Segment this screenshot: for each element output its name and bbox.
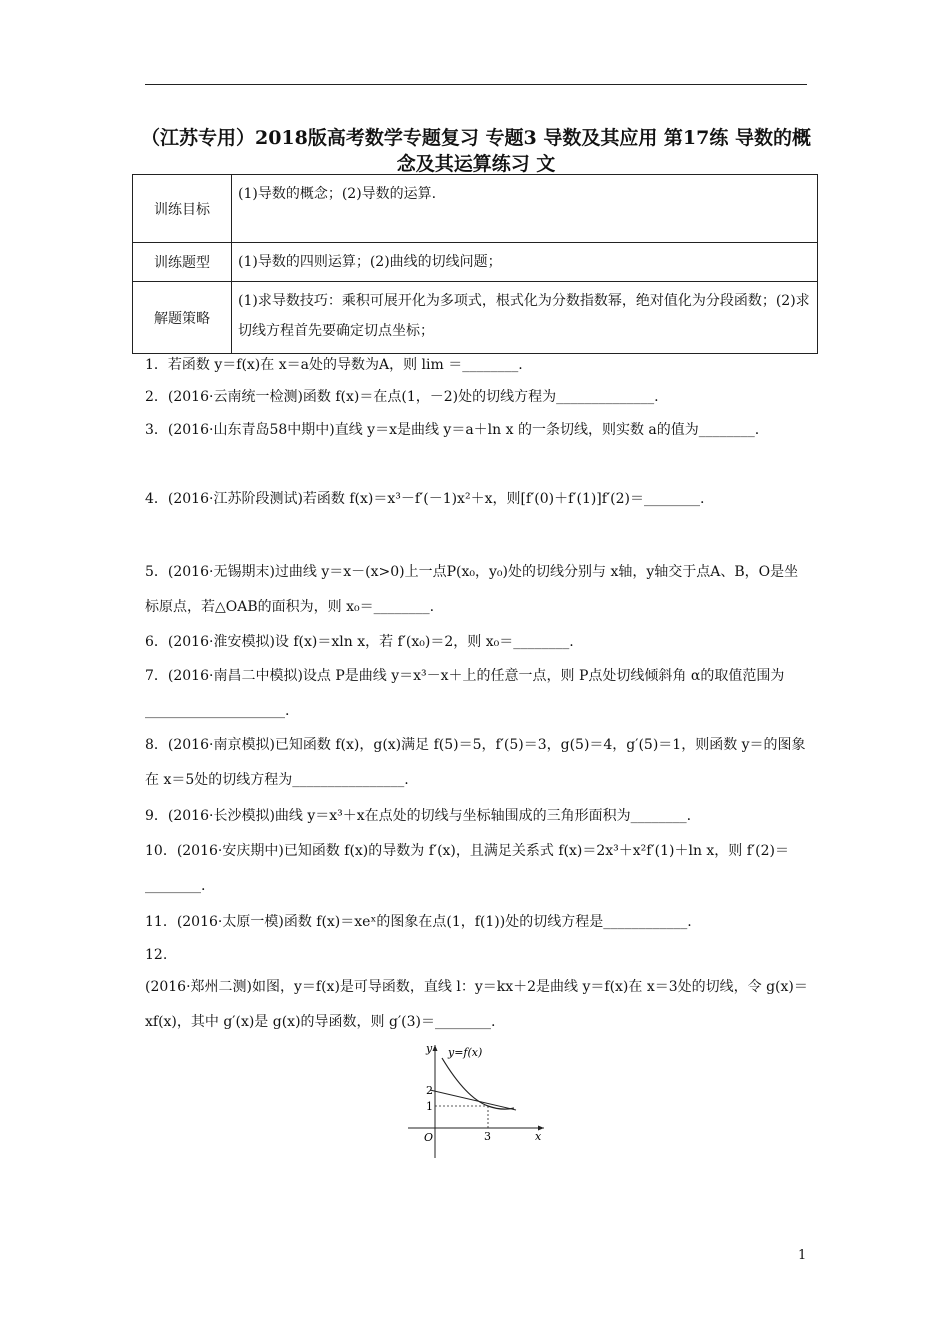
- y-axis-arrow: [433, 1045, 438, 1051]
- question-5: 5．(2016·无锡期末)过曲线 y＝x－(x>0)上一点P(x₀，y₀)处的切线分别与 x轴，y轴交于点A、B，O是坐标原点，若△OAB的面积为，则 x₀＝________.: [145, 564, 799, 615]
- table-key: 解题策略: [133, 282, 232, 354]
- table-row: [133, 175, 818, 243]
- question-11: 11．(2016·太原一模)函数 f(x)＝xeˣ的图象在点(1，f(1))处的切线方程是____________.: [145, 914, 692, 930]
- table-value: (1)导数的四则运算；(2)曲线的切线问题；: [232, 243, 818, 282]
- tick-label-y1: 1: [426, 1100, 433, 1113]
- question-12: (2016·郑州二测)如图，y＝f(x)是可导函数，直线 l：y＝kx＋2是曲线 y＝f(x)在 x＝3处的切线，令 g(x)＝xf(x)，其中 g′(x)是 g(x)的导函数，则 g′(3)＝________.: [145, 979, 808, 1030]
- question-10: 10．(2016·安庆期中)已知函数 f(x)的导数为 f′(x)，且满足关系式 f(x)＝2x³＋x²f′(1)＋ln x，则 f′(2)＝________.: [145, 843, 789, 894]
- question-12-number: 12.: [145, 947, 168, 963]
- table-row: [133, 282, 818, 354]
- table-key: 训练目标: [133, 175, 232, 243]
- table-value: (1)导数的概念；(2)导数的运算.: [232, 175, 818, 243]
- question-1: 1．若函数 y＝f(x)在 x＝a处的导数为A，则 lim ＝________.: [145, 357, 523, 373]
- tick-label-y2: 2: [426, 1084, 433, 1097]
- question-6: 6．(2016·淮安模拟)设 f(x)＝xln x，若 f′(x₀)＝2，则 x₀＝________.: [145, 634, 574, 650]
- header-rule: [145, 84, 807, 85]
- table-value: (1)求导数技巧：乘积可展开化为多项式，根式化为分数指数幂，绝对值化为分段函数；(2)求切线方程首先要确定切点坐标；: [232, 282, 818, 354]
- training-info-table: [132, 174, 818, 354]
- table-key: 训练题型: [133, 243, 232, 282]
- y-axis-label: y: [426, 1042, 433, 1055]
- question-3: 3．(2016·山东青岛58中期中)直线 y＝x是曲线 y＝a＋ln x 的一条切线，则实数 a的值为________.: [145, 422, 760, 438]
- question-8: 8．(2016·南京模拟)已知函数 f(x)，g(x)满足 f(5)＝5，f′(5)＝3，g(5)＝4，g′(5)＝1，则函数 y＝的图象在 x＝5处的切线方程为________________.: [145, 737, 806, 788]
- question-4: 4．(2016·江苏阶段测试)若函数 f(x)＝x³－f′(－1)x²＋x，则[f′(0)＋f′(1)]f′(2)＝________.: [145, 491, 705, 507]
- curve-f: [442, 1058, 514, 1109]
- question-9: 9．(2016·长沙模拟)曲线 y＝x³＋x在点处的切线与坐标轴围成的三角形面积为________.: [145, 808, 692, 824]
- origin-label: O: [424, 1131, 434, 1144]
- curve-label: y=f(x): [448, 1046, 483, 1059]
- tangent-line: [430, 1090, 516, 1110]
- tangent-figure: [398, 1040, 548, 1165]
- page-number: 1: [798, 1248, 807, 1263]
- x-axis-label: x: [535, 1130, 542, 1143]
- question-7: 7．(2016·南昌二中模拟)设点 P是曲线 y＝x³－x＋上的任意一点，则 P点处切线倾斜角 α的取值范围为____________________.: [145, 668, 785, 719]
- table-row: [133, 243, 818, 282]
- question-2: 2．(2016·云南统一检测)函数 f(x)＝在点(1，－2)处的切线方程为______________.: [145, 389, 659, 405]
- document-title: （江苏专用）2018版高考数学专题复习 专题3 导数及其应用 第17练 导数的概念及其运算练习 文: [140, 127, 811, 175]
- tick-label-x3: 3: [484, 1130, 491, 1143]
